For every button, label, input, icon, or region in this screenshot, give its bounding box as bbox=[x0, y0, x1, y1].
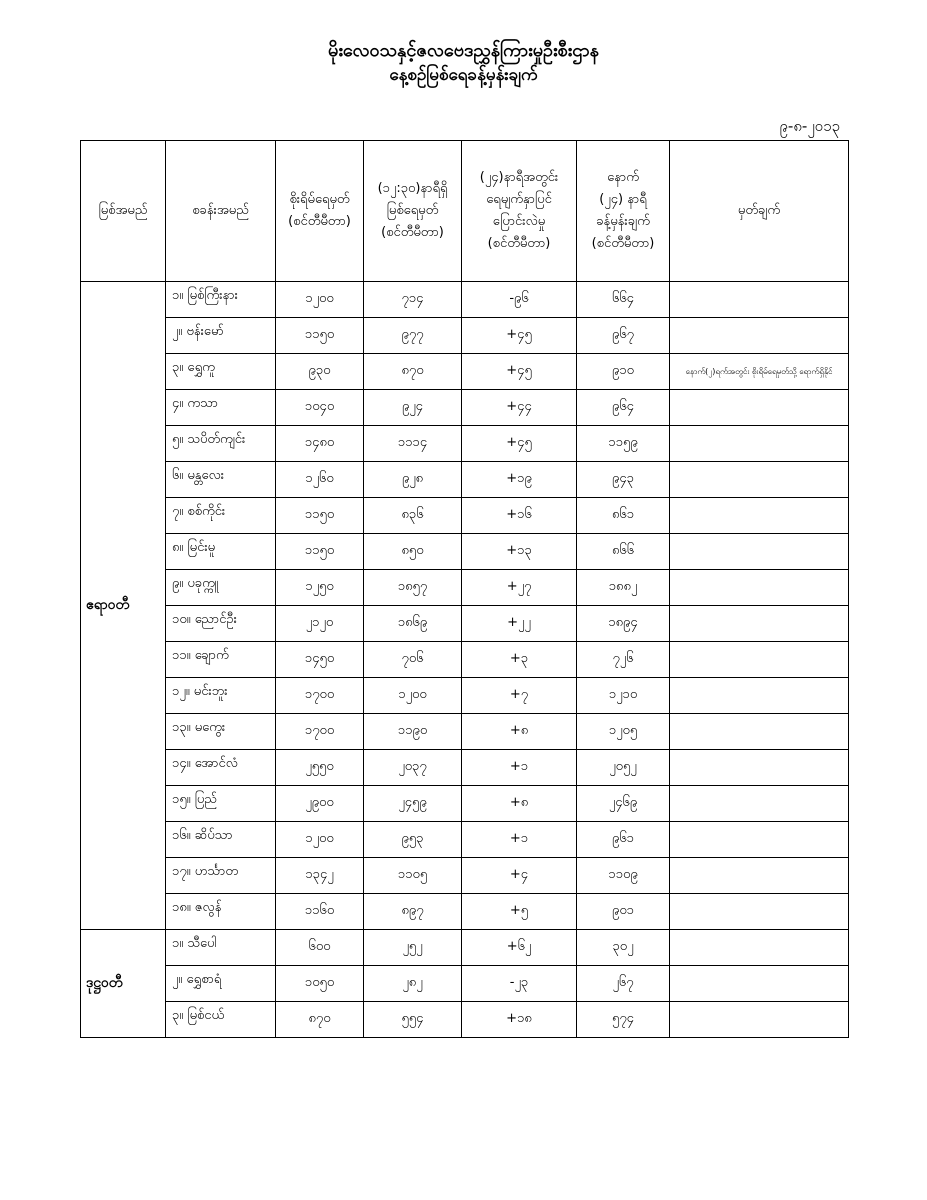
change-cell: +၁ bbox=[462, 822, 577, 858]
report-date: ၉-၈-၂၀၁၃ bbox=[779, 117, 840, 135]
change-cell: +၈ bbox=[462, 714, 577, 750]
change-cell: +၅ bbox=[462, 894, 577, 930]
current-level-cell: ၁၁၉၀ bbox=[364, 714, 462, 750]
change-cell: +၂၂ bbox=[462, 606, 577, 642]
forecast-cell: ၂၄၆၉ bbox=[577, 786, 670, 822]
station-cell: ၁၆။ ဆိပ်သာ bbox=[166, 822, 276, 858]
station-cell: ၅။ သပိတ်ကျင်း bbox=[166, 426, 276, 462]
forecast-cell: ၈၆၆ bbox=[577, 534, 670, 570]
forecast-cell: ၁၈၉၄ bbox=[577, 606, 670, 642]
station-cell: ၉။ ပခုက္ကူ bbox=[166, 570, 276, 606]
station-cell: ၁။ မြစ်ကြီးနား bbox=[166, 282, 276, 318]
current-level-cell: ၈၅၀ bbox=[364, 534, 462, 570]
forecast-cell: ၁၁၀၉ bbox=[577, 858, 670, 894]
change-cell: +၁၈ bbox=[462, 1002, 577, 1038]
remark-cell bbox=[670, 822, 849, 858]
forecast-cell: ၉၄၃ bbox=[577, 462, 670, 498]
current-level-cell: ၈၃၆ bbox=[364, 498, 462, 534]
table-row bbox=[81, 570, 849, 606]
current-level-cell: ၉၂၈ bbox=[364, 462, 462, 498]
remark-cell bbox=[670, 570, 849, 606]
change-cell: +၄၅ bbox=[462, 354, 577, 390]
forecast-cell: ၁၁၅၉ bbox=[577, 426, 670, 462]
current-level-cell: ၉၇၇ bbox=[364, 318, 462, 354]
table-body bbox=[81, 282, 849, 1038]
station-cell: ၄။ ကသာ bbox=[166, 390, 276, 426]
forecast-cell: ၉၁၀ bbox=[577, 354, 670, 390]
forecast-cell: ၆၆၄ bbox=[577, 282, 670, 318]
table-header-row bbox=[81, 141, 849, 282]
table-row bbox=[81, 786, 849, 822]
danger-level-cell: ၁၁၅၀ bbox=[276, 498, 364, 534]
change-cell: +၁၉ bbox=[462, 462, 577, 498]
station-cell: ၃။ ရွှေကူ bbox=[166, 354, 276, 390]
current-level-cell: ၈၉၇ bbox=[364, 894, 462, 930]
forecast-cell: ၅၇၄ bbox=[577, 1002, 670, 1038]
table-row bbox=[81, 966, 849, 1002]
remark-cell bbox=[670, 750, 849, 786]
remark-cell bbox=[670, 606, 849, 642]
current-level-cell: ၁၁၀၅ bbox=[364, 858, 462, 894]
header-forecast: နောက် (၂၄) နာရီ ခန့်မှန်းချက် (စင်တီမီတာ) bbox=[577, 141, 670, 282]
station-cell: ၁၅။ ပြည် bbox=[166, 786, 276, 822]
change-cell: +၄၄ bbox=[462, 390, 577, 426]
station-cell: ၁၇။ ဟင်္သာတ bbox=[166, 858, 276, 894]
forecast-cell: ၂၆၇ bbox=[577, 966, 670, 1002]
remark-cell bbox=[670, 282, 849, 318]
forecast-cell: ၈၆၁ bbox=[577, 498, 670, 534]
remark-cell bbox=[670, 858, 849, 894]
page-title: မိုးလေဝသနှင့်ဇလဗေဒညွှန်ကြားမှုဦးစီးဌာန bbox=[328, 40, 599, 61]
station-cell: ၇။ စစ်ကိုင်း bbox=[166, 498, 276, 534]
danger-level-cell: ၁၀၄၀ bbox=[276, 390, 364, 426]
danger-level-cell: ၁၀၅၀ bbox=[276, 966, 364, 1002]
forecast-cell: ၉၆၄ bbox=[577, 390, 670, 426]
header-station: စခန်းအမည် bbox=[166, 141, 276, 282]
remark-cell bbox=[670, 390, 849, 426]
danger-level-cell: ၂၅၅၀ bbox=[276, 750, 364, 786]
danger-level-cell: ၁၂၀၀ bbox=[276, 822, 364, 858]
danger-level-cell: ၁၂၀၀ bbox=[276, 282, 364, 318]
table-row bbox=[81, 894, 849, 930]
change-cell: +၄ bbox=[462, 858, 577, 894]
table-row bbox=[81, 822, 849, 858]
station-cell: ၁၀။ ညောင်ဦး bbox=[166, 606, 276, 642]
danger-level-cell: ၁၄၈၀ bbox=[276, 426, 364, 462]
table-row bbox=[81, 1002, 849, 1038]
change-cell: +၄၅ bbox=[462, 318, 577, 354]
table-row bbox=[81, 642, 849, 678]
header-river: မြစ်အမည် bbox=[81, 141, 166, 282]
current-level-cell: ၁၈၅၇ bbox=[364, 570, 462, 606]
station-cell: ၁၄။ အောင်လံ bbox=[166, 750, 276, 786]
current-level-cell: ၇၁၄ bbox=[364, 282, 462, 318]
danger-level-cell: ၁၁၅၀ bbox=[276, 534, 364, 570]
forecast-cell: ၂၀၅၂ bbox=[577, 750, 670, 786]
table-row bbox=[81, 354, 849, 390]
danger-level-cell: ၁၃၄၂ bbox=[276, 858, 364, 894]
current-level-cell: ၂၈၂ bbox=[364, 966, 462, 1002]
forecast-cell: ၁၂၀၅ bbox=[577, 714, 670, 750]
change-cell: -၉၆ bbox=[462, 282, 577, 318]
table-row bbox=[81, 606, 849, 642]
current-level-cell: ၂၀၃၇ bbox=[364, 750, 462, 786]
river-name-cell: ဧရာဝတီ bbox=[81, 282, 166, 930]
forecast-cell: ၃၀၂ bbox=[577, 930, 670, 966]
danger-level-cell: ၁၇၀၀ bbox=[276, 678, 364, 714]
remark-cell: နောက်(၂)ရက်အတွင်း စိုးရိမ်ရေမှတ်သို့ ရောက်ရှိနိုင် bbox=[670, 354, 849, 390]
station-cell: ၁။ သီပေါ bbox=[166, 930, 276, 966]
change-cell: -၂၃ bbox=[462, 966, 577, 1002]
current-level-cell: ၇၀၆ bbox=[364, 642, 462, 678]
change-cell: +၆၂ bbox=[462, 930, 577, 966]
danger-level-cell: ၁၄၅၀ bbox=[276, 642, 364, 678]
remark-cell bbox=[670, 498, 849, 534]
forecast-cell: ၉၆၁ bbox=[577, 822, 670, 858]
current-level-cell: ၁၁၁၄ bbox=[364, 426, 462, 462]
station-cell: ၁၃။ မကွေး bbox=[166, 714, 276, 750]
table-row bbox=[81, 714, 849, 750]
forecast-cell: ၁၂၁၀ bbox=[577, 678, 670, 714]
station-cell: ၈။ မြင်းမူ bbox=[166, 534, 276, 570]
forecast-cell: ၉၀၁ bbox=[577, 894, 670, 930]
remark-cell bbox=[670, 714, 849, 750]
table-row bbox=[81, 534, 849, 570]
station-cell: ၆။ မန္တလေး bbox=[166, 462, 276, 498]
current-level-cell: ၂၅၂ bbox=[364, 930, 462, 966]
change-cell: +၁၃ bbox=[462, 534, 577, 570]
remark-cell bbox=[670, 894, 849, 930]
remark-cell bbox=[670, 642, 849, 678]
remark-cell bbox=[670, 930, 849, 966]
current-level-cell: ၁၂၀၀ bbox=[364, 678, 462, 714]
station-cell: ၁၈။ ဇလွန် bbox=[166, 894, 276, 930]
change-cell: +၁၆ bbox=[462, 498, 577, 534]
table-row bbox=[81, 426, 849, 462]
station-cell: ၂။ ဗန်းမော် bbox=[166, 318, 276, 354]
table-row bbox=[81, 282, 849, 318]
danger-level-cell: ၈၇၀ bbox=[276, 1002, 364, 1038]
danger-level-cell: ၁၂၆၀ bbox=[276, 462, 364, 498]
table-row bbox=[81, 498, 849, 534]
change-cell: +၇ bbox=[462, 678, 577, 714]
remark-cell bbox=[670, 786, 849, 822]
danger-level-cell: ၂၉၀၀ bbox=[276, 786, 364, 822]
river-name-cell: ဒုဋ္ဌဝတီ bbox=[81, 930, 166, 1038]
header-danger-level: စိုးရိမ်ရေမှတ် (စင်တီမီတာ) bbox=[276, 141, 364, 282]
change-cell: +၄၅ bbox=[462, 426, 577, 462]
table-row bbox=[81, 678, 849, 714]
table-row bbox=[81, 750, 849, 786]
danger-level-cell: ၁၁၆၀ bbox=[276, 894, 364, 930]
remark-cell bbox=[670, 462, 849, 498]
remark-cell bbox=[670, 318, 849, 354]
station-cell: ၂။ ရွှေစာရံ bbox=[166, 966, 276, 1002]
header-remarks: မှတ်ချက် bbox=[670, 141, 849, 282]
header-current-level: (၁၂:၃၀)နာရီရှိ မြစ်ရေမှတ် (စင်တီမီတာ) bbox=[364, 141, 462, 282]
table-row bbox=[81, 462, 849, 498]
remark-cell bbox=[670, 534, 849, 570]
danger-level-cell: ၁၁၅၀ bbox=[276, 318, 364, 354]
change-cell: +၃ bbox=[462, 642, 577, 678]
remark-cell bbox=[670, 1002, 849, 1038]
current-level-cell: ၉၅၃ bbox=[364, 822, 462, 858]
change-cell: +၁ bbox=[462, 750, 577, 786]
current-level-cell: ၅၅၄ bbox=[364, 1002, 462, 1038]
station-cell: ၃။ မြစ်ငယ် bbox=[166, 1002, 276, 1038]
danger-level-cell: ၁၇၀၀ bbox=[276, 714, 364, 750]
danger-level-cell: ၆၀၀ bbox=[276, 930, 364, 966]
station-cell: ၁၁။ ချောက် bbox=[166, 642, 276, 678]
river-level-table bbox=[80, 140, 849, 1038]
page-subtitle: နေ့စဉ်မြစ်ရေခန့်မှန်းချက် bbox=[389, 65, 538, 85]
forecast-cell: ၇၂၆ bbox=[577, 642, 670, 678]
danger-level-cell: ၂၁၂၀ bbox=[276, 606, 364, 642]
danger-level-cell: ၁၂၅၀ bbox=[276, 570, 364, 606]
current-level-cell: ၈၇၀ bbox=[364, 354, 462, 390]
current-level-cell: ၂၄၅၉ bbox=[364, 786, 462, 822]
table-row bbox=[81, 858, 849, 894]
table-row bbox=[81, 930, 849, 966]
station-cell: ၁၂။ မင်းဘူး bbox=[166, 678, 276, 714]
remark-cell bbox=[670, 678, 849, 714]
forecast-cell: ၁၈၈၂ bbox=[577, 570, 670, 606]
current-level-cell: ၁၈၆၉ bbox=[364, 606, 462, 642]
table-row bbox=[81, 318, 849, 354]
forecast-cell: ၉၆၇ bbox=[577, 318, 670, 354]
change-cell: +၂၇ bbox=[462, 570, 577, 606]
remark-cell bbox=[670, 966, 849, 1002]
table-row bbox=[81, 390, 849, 426]
current-level-cell: ၉၂၄ bbox=[364, 390, 462, 426]
danger-level-cell: ၉၃၀ bbox=[276, 354, 364, 390]
change-cell: +၈ bbox=[462, 786, 577, 822]
header-24h-change: (၂၄)နာရီအတွင်း ရေမျက်နှာပြင် ပြောင်းလဲမှု (စင်တီမီတာ) bbox=[462, 141, 577, 282]
remark-cell bbox=[670, 426, 849, 462]
